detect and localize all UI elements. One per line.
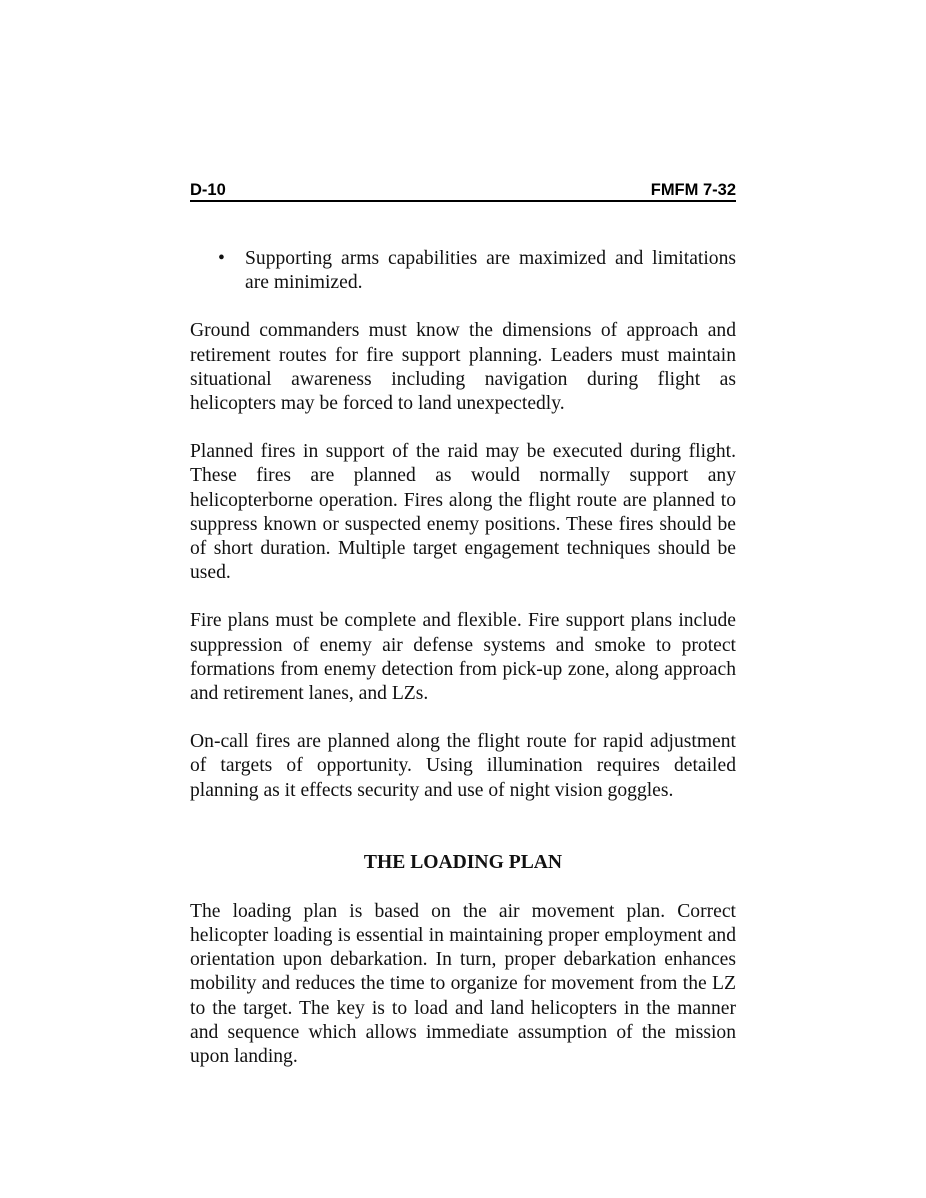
document-body (190, 247, 736, 1069)
section-title: THE LOADING PLAN (363, 851, 563, 873)
bullet-item (190, 247, 736, 295)
paragraph-loading-plan: The loading plan is based on the air movement plan. Correct helicopter loading is essential in maintaining proper employment and orientation upon debarkation. In turn, proper debarkation enhances mobility and reduces the time to organize for movement from the LZ to the target. The key is to load and land helicopters in the manner and sequence which allows immediate assumption of the mission upon landing. (190, 900, 736, 1068)
paragraph-planned-fires: Planned fires in support of the raid may be executed during flight. These fires are planned as would normally support any helicopterborne operation. Fires along the flight route are planned to suppress known or suspected enemy positions. These fires should be of short duration. Multiple target engagement techniques should be used. (190, 441, 736, 584)
paragraph-on-call-fires: On-call fires are planned along the flight route for rapid adjustment of targets of opportunity. Using illumination requires detailed planning as it effects security and use of night vision goggles. (190, 731, 736, 801)
bullet-text: Supporting arms capabilities are maximized and limitations are minimized. (245, 248, 736, 294)
page-label: D-10 (190, 181, 226, 199)
paragraph-approach-routes: Ground commanders must know the dimensions of approach and retirement routes for fire support planning. Leaders must maintain situational awareness including navigation during flight as helicopters may be forced to land unexpectedly. (190, 320, 736, 415)
document-page (190, 178, 736, 1069)
paragraph-fire-plans: Fire plans must be complete and flexible. Fire support plans include suppression of enemy air defense systems and smoke to protect formations from enemy detection from pick-up zone, along approach and retirement lanes, and LZs. (190, 610, 736, 705)
page-header (190, 178, 736, 202)
bullet-icon: • (218, 248, 225, 269)
document-id: FMFM 7-32 (650, 181, 736, 199)
